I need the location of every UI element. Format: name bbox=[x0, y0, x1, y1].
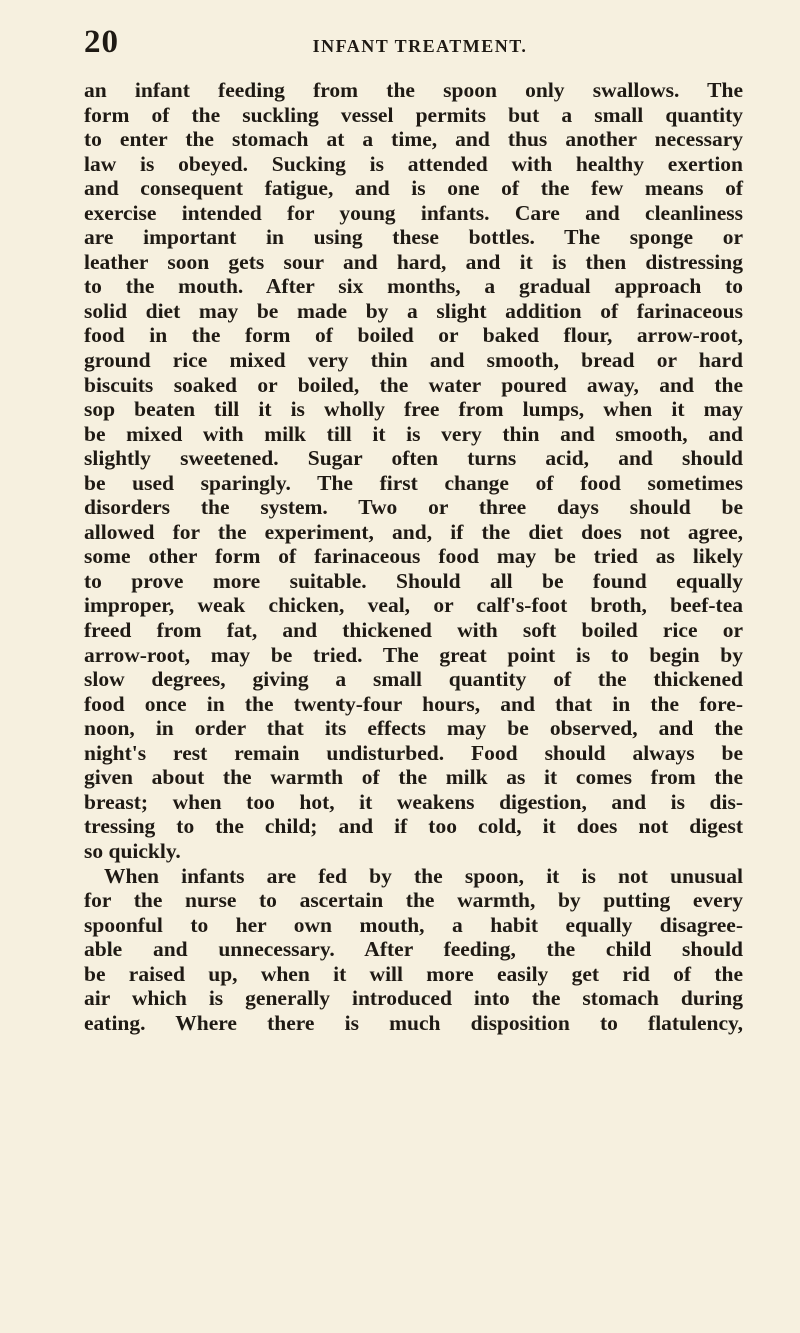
running-head: INFANT TREATMENT. bbox=[312, 36, 528, 56]
body-text bbox=[84, 78, 743, 1035]
text-line: solid diet may be made by a slight addition of farinaceous bbox=[84, 298, 743, 323]
text-line: so quickly. bbox=[84, 838, 181, 863]
text-line: improper, weak chicken, veal, or calf's-foot broth, beef-tea bbox=[84, 593, 743, 618]
text-line: breast; when too hot, it weakens digestion, and is dis- bbox=[84, 789, 743, 814]
text-line: and consequent fatigue, and is one of the few means of bbox=[84, 176, 743, 201]
text-line: arrow-root, may be tried. The great point is to begin by bbox=[84, 642, 743, 667]
text-line: slow degrees, giving a small quantity of the thickened bbox=[84, 667, 743, 692]
text-line: sop beaten till it is wholly free from lumps, when it may bbox=[84, 397, 743, 422]
text-line: ground rice mixed very thin and smooth, bread or hard bbox=[84, 348, 743, 373]
text-line: disorders the system. Two or three days should be bbox=[84, 495, 743, 520]
text-line: noon, in order that its effects may be observed, and the bbox=[84, 716, 743, 741]
text-line: an infant feeding from the spoon only swallows. The bbox=[84, 78, 743, 102]
text-line: food once in the twenty-four hours, and that in the fore- bbox=[84, 691, 743, 716]
text-line: be raised up, when it will more easily get rid of the bbox=[84, 961, 743, 986]
text-line: to prove more suitable. Should all be found equally bbox=[84, 568, 743, 593]
text-line: able and unnecessary. After feeding, the child should bbox=[84, 937, 743, 962]
text-line: some other form of farinaceous food may be tried as likely bbox=[84, 544, 743, 569]
text-line: biscuits soaked or boiled, the water poured away, and the bbox=[84, 372, 743, 397]
text-line: spoonful to her own mouth, a habit equally disagree- bbox=[84, 912, 743, 937]
text-line: night's rest remain undisturbed. Food should always be bbox=[84, 740, 743, 765]
text-line: law is obeyed. Sucking is attended with healthy exertion bbox=[84, 151, 743, 176]
page-number: 20 bbox=[84, 24, 119, 60]
text-line: air which is generally introduced into the stomach during bbox=[84, 986, 743, 1011]
text-line: exercise intended for young infants. Care and cleanliness bbox=[84, 200, 743, 225]
text-line: to the mouth. After six months, a gradual approach to bbox=[84, 274, 743, 299]
text-line: leather soon gets sour and hard, and it is then distressing bbox=[84, 249, 743, 274]
text-line: be used sparingly. The first change of food sometimes bbox=[84, 470, 743, 495]
page-header bbox=[84, 24, 716, 64]
text-line: given about the warmth of the milk as it comes from the bbox=[84, 765, 743, 790]
text-line: to enter the stomach at a time, and thus another necessary bbox=[84, 127, 743, 152]
text-line: form of the suckling vessel permits but a small quantity bbox=[84, 102, 743, 127]
text-line: When infants are fed by the spoon, it is not unusual bbox=[104, 863, 743, 888]
text-line: food in the form of boiled or baked flour, arrow-root, bbox=[84, 323, 743, 348]
text-line: allowed for the experiment, and, if the diet does not agree, bbox=[84, 519, 743, 544]
text-line: be mixed with milk till it is very thin and smooth, and bbox=[84, 421, 743, 446]
text-line: eating. Where there is much disposition to flatulency, bbox=[84, 1010, 743, 1035]
text-line: freed from fat, and thickened with soft boiled rice or bbox=[84, 618, 743, 643]
text-line: slightly sweetened. Sugar often turns acid, and should bbox=[84, 446, 743, 471]
text-line: for the nurse to ascertain the warmth, by putting every bbox=[84, 888, 743, 913]
text-line: are important in using these bottles. The sponge or bbox=[84, 225, 743, 250]
text-line: tressing to the child; and if too cold, it does not digest bbox=[84, 814, 743, 839]
